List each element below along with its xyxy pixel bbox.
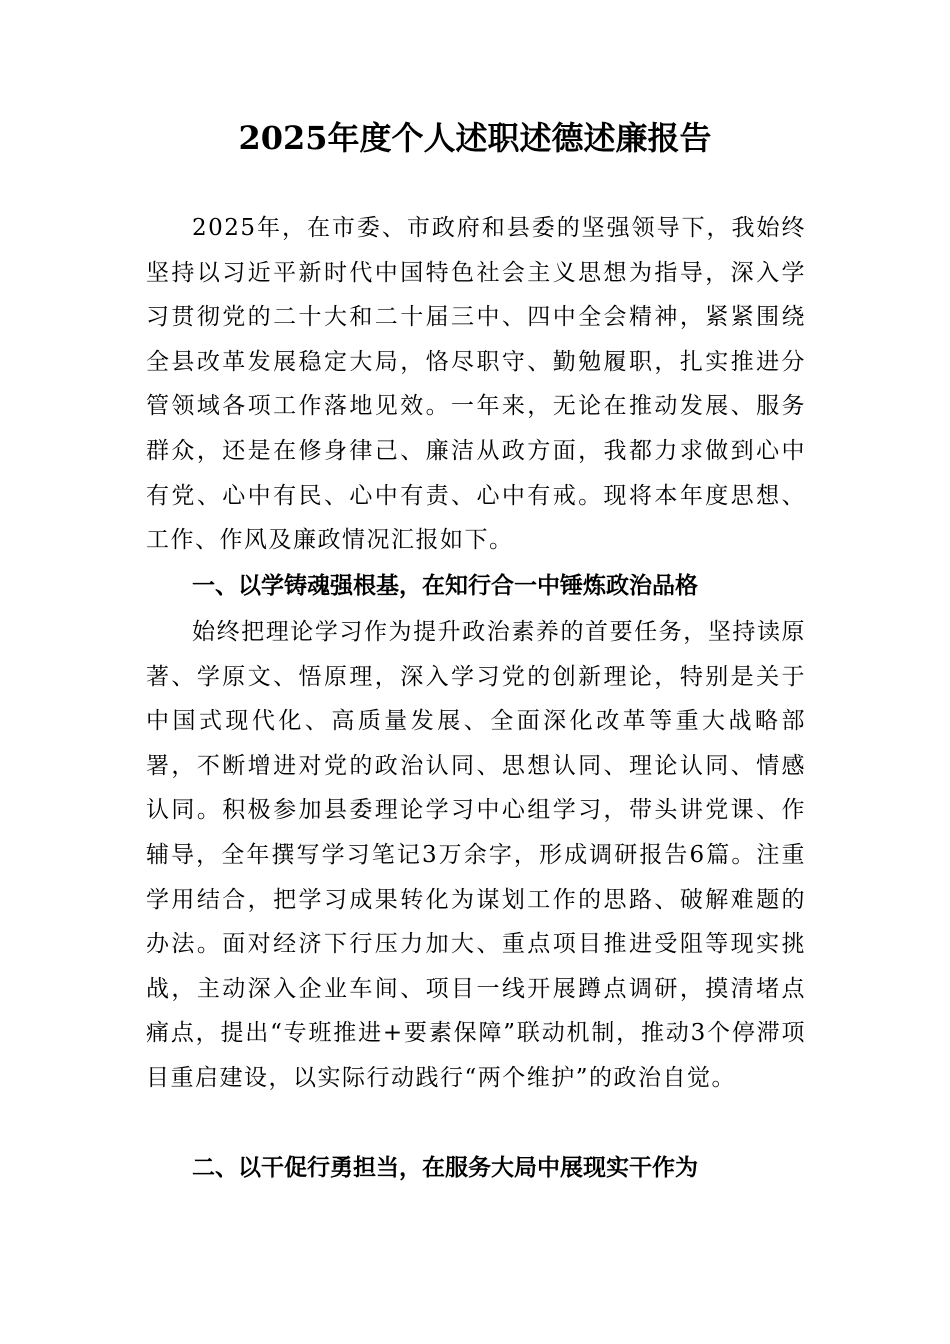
intro-paragraph: 2025年，在市委、市政府和县委的坚强领导下，我始终坚持以习近平新时代中国特色社会主义思想为指导，深入学习贯彻党的二十大和二十届三中、四中全会精神，紧紧围绕全县改革发展稳定大局，恪尽职守、勤勉履职，扎实推进分管领域各项工作落地见效。一年来，无论在推动发展、服务群众，还是在修身律己、廉洁从政方面，我都力求做到心中有党、心中有民、心中有责、心中有戒。现将本年度思想、工作、作风及廉政情况汇报如下。 — [146, 215, 806, 554]
document-title: 2025年度个人述职述德述廉报告 — [238, 119, 712, 157]
section-1-paragraph: 始终把理论学习作为提升政治素养的首要任务，坚持读原著、学原文、悟原理，深入学习党的创新理论，特别是关于中国式现代化、高质量发展、全面深化改革等重大战略部署，不断增进对党的政治认同、思想认同、理论认同、情感认同。积极参加县委理论学习中心组学习，带头讲党课、作辅导，全年撰写学习笔记3万余字，形成调研报告6篇。注重学用结合，把学习成果转化为谋划工作的思路、破解难题的办法。面对经济下行压力加大、重点项目推进受阻等现实挑战，主动深入企业车间、项目一线开展蹲点调研，摸清堵点痛点，提出“专班推进+要素保障”联动机制，推动3个停滞项目重启建设，以实际行动践行“两个维护”的政治自觉。 — [146, 619, 806, 1091]
section-heading-2: 二、以干促行勇担当，在服务大局中展现实干作为 — [192, 1155, 698, 1181]
section-heading-1: 一、以学铸魂强根基，在知行合一中锤炼政治品格 — [192, 573, 698, 599]
